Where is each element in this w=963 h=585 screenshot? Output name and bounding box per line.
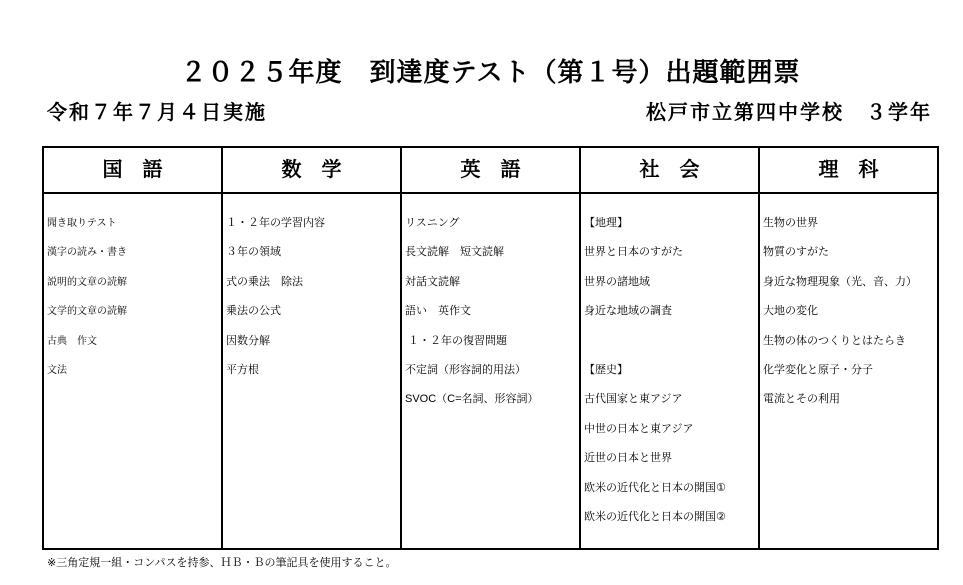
science-header: 理 科 <box>760 148 937 194</box>
topic-item: 文法 <box>47 364 67 376</box>
topic-item: 欧米の近代化と日本の開国② <box>584 510 726 523</box>
topic-item: 身近な地域の調査 <box>584 305 672 318</box>
topic-item: 乗法の公式 <box>226 305 281 318</box>
math-topics <box>223 194 400 548</box>
topic-item: 因数分解 <box>226 334 270 347</box>
topic-item: 中世の日本と東アジア <box>584 422 694 435</box>
japanese-header: 国 語 <box>44 148 221 194</box>
topic-item: 長文読解 短文読解 <box>405 246 504 259</box>
topic-item: 【歴史】 <box>584 363 628 376</box>
topic-item: 世界と日本のすがた <box>584 246 683 259</box>
topic-item: ３年の領域 <box>226 246 281 259</box>
topic-item: 語い 英作文 <box>405 305 471 318</box>
topic-item: 式の乗法 除法 <box>226 275 303 288</box>
topic-item: 生物の世界 <box>763 217 818 229</box>
japanese-column <box>44 148 223 548</box>
japanese-topics <box>44 194 221 548</box>
topic-item: 【地理】 <box>584 217 628 229</box>
topic-group <box>47 209 221 385</box>
topic-group <box>584 209 758 327</box>
science-column <box>760 148 937 548</box>
topic-item: リスニング <box>405 217 460 229</box>
topic-item: 聞き取りテスト <box>47 218 117 229</box>
topic-item: 古代国家と東アジア <box>584 393 683 406</box>
social-studies-header: 社 会 <box>581 148 758 194</box>
social-studies-topics <box>581 194 758 548</box>
topic-item: 近世の日本と世界 <box>584 452 672 465</box>
topic-item: 文学的文章の読解 <box>47 306 127 318</box>
topic-group <box>584 356 758 532</box>
document-title: ２０２５年度 到達度テスト（第１号）出題範囲票 <box>180 57 801 87</box>
math-column <box>223 148 402 548</box>
topic-item: 身近な物理現象（光、音、力） <box>763 275 917 288</box>
math-header: 数 学 <box>223 148 400 194</box>
english-topics <box>402 194 579 548</box>
school-and-grade: 松戸市立第四中学校 ３学年 <box>646 102 932 124</box>
topic-item: １・２年の復習問題 <box>405 334 508 347</box>
topic-group <box>226 209 400 385</box>
topic-group <box>763 209 937 415</box>
social-studies-column <box>581 148 760 548</box>
topic-item: SVOC（C=名詞、形容詞） <box>405 393 539 406</box>
exam-scope-table <box>42 146 939 550</box>
topic-group <box>405 209 579 415</box>
topic-item: １・２年の学習内容 <box>226 217 325 229</box>
topic-item: 説明的文章の読解 <box>47 276 127 288</box>
topic-item: 古典 作文 <box>47 335 97 347</box>
english-header: 英 語 <box>402 148 579 194</box>
topic-item: 世界の諸地域 <box>584 275 650 288</box>
topic-item: 不定詞（形容詞的用法） <box>405 363 526 376</box>
topic-item: 化学変化と原子・分子 <box>763 363 873 376</box>
science-topics <box>760 194 937 548</box>
english-column <box>402 148 581 548</box>
topic-item: 対話文読解 <box>405 275 460 288</box>
footer-note: ※三角定規一組・コンパスを持参、ＨＢ・Ｂの筆記具を使用すること。 <box>47 557 397 569</box>
topic-item: 電流とその利用 <box>763 393 840 406</box>
topic-item: 漢字の読み・書き <box>47 247 127 259</box>
topic-item: 大地の変化 <box>763 305 818 318</box>
topic-item: 生物の体のつくりとはたらき <box>763 334 906 347</box>
topic-item: 平方根 <box>226 363 259 376</box>
topic-item: 物質のすがた <box>763 246 829 259</box>
topic-item: 欧米の近代化と日本の開国① <box>584 481 726 494</box>
exam-date: 令和７年７月４日実施 <box>47 102 267 124</box>
